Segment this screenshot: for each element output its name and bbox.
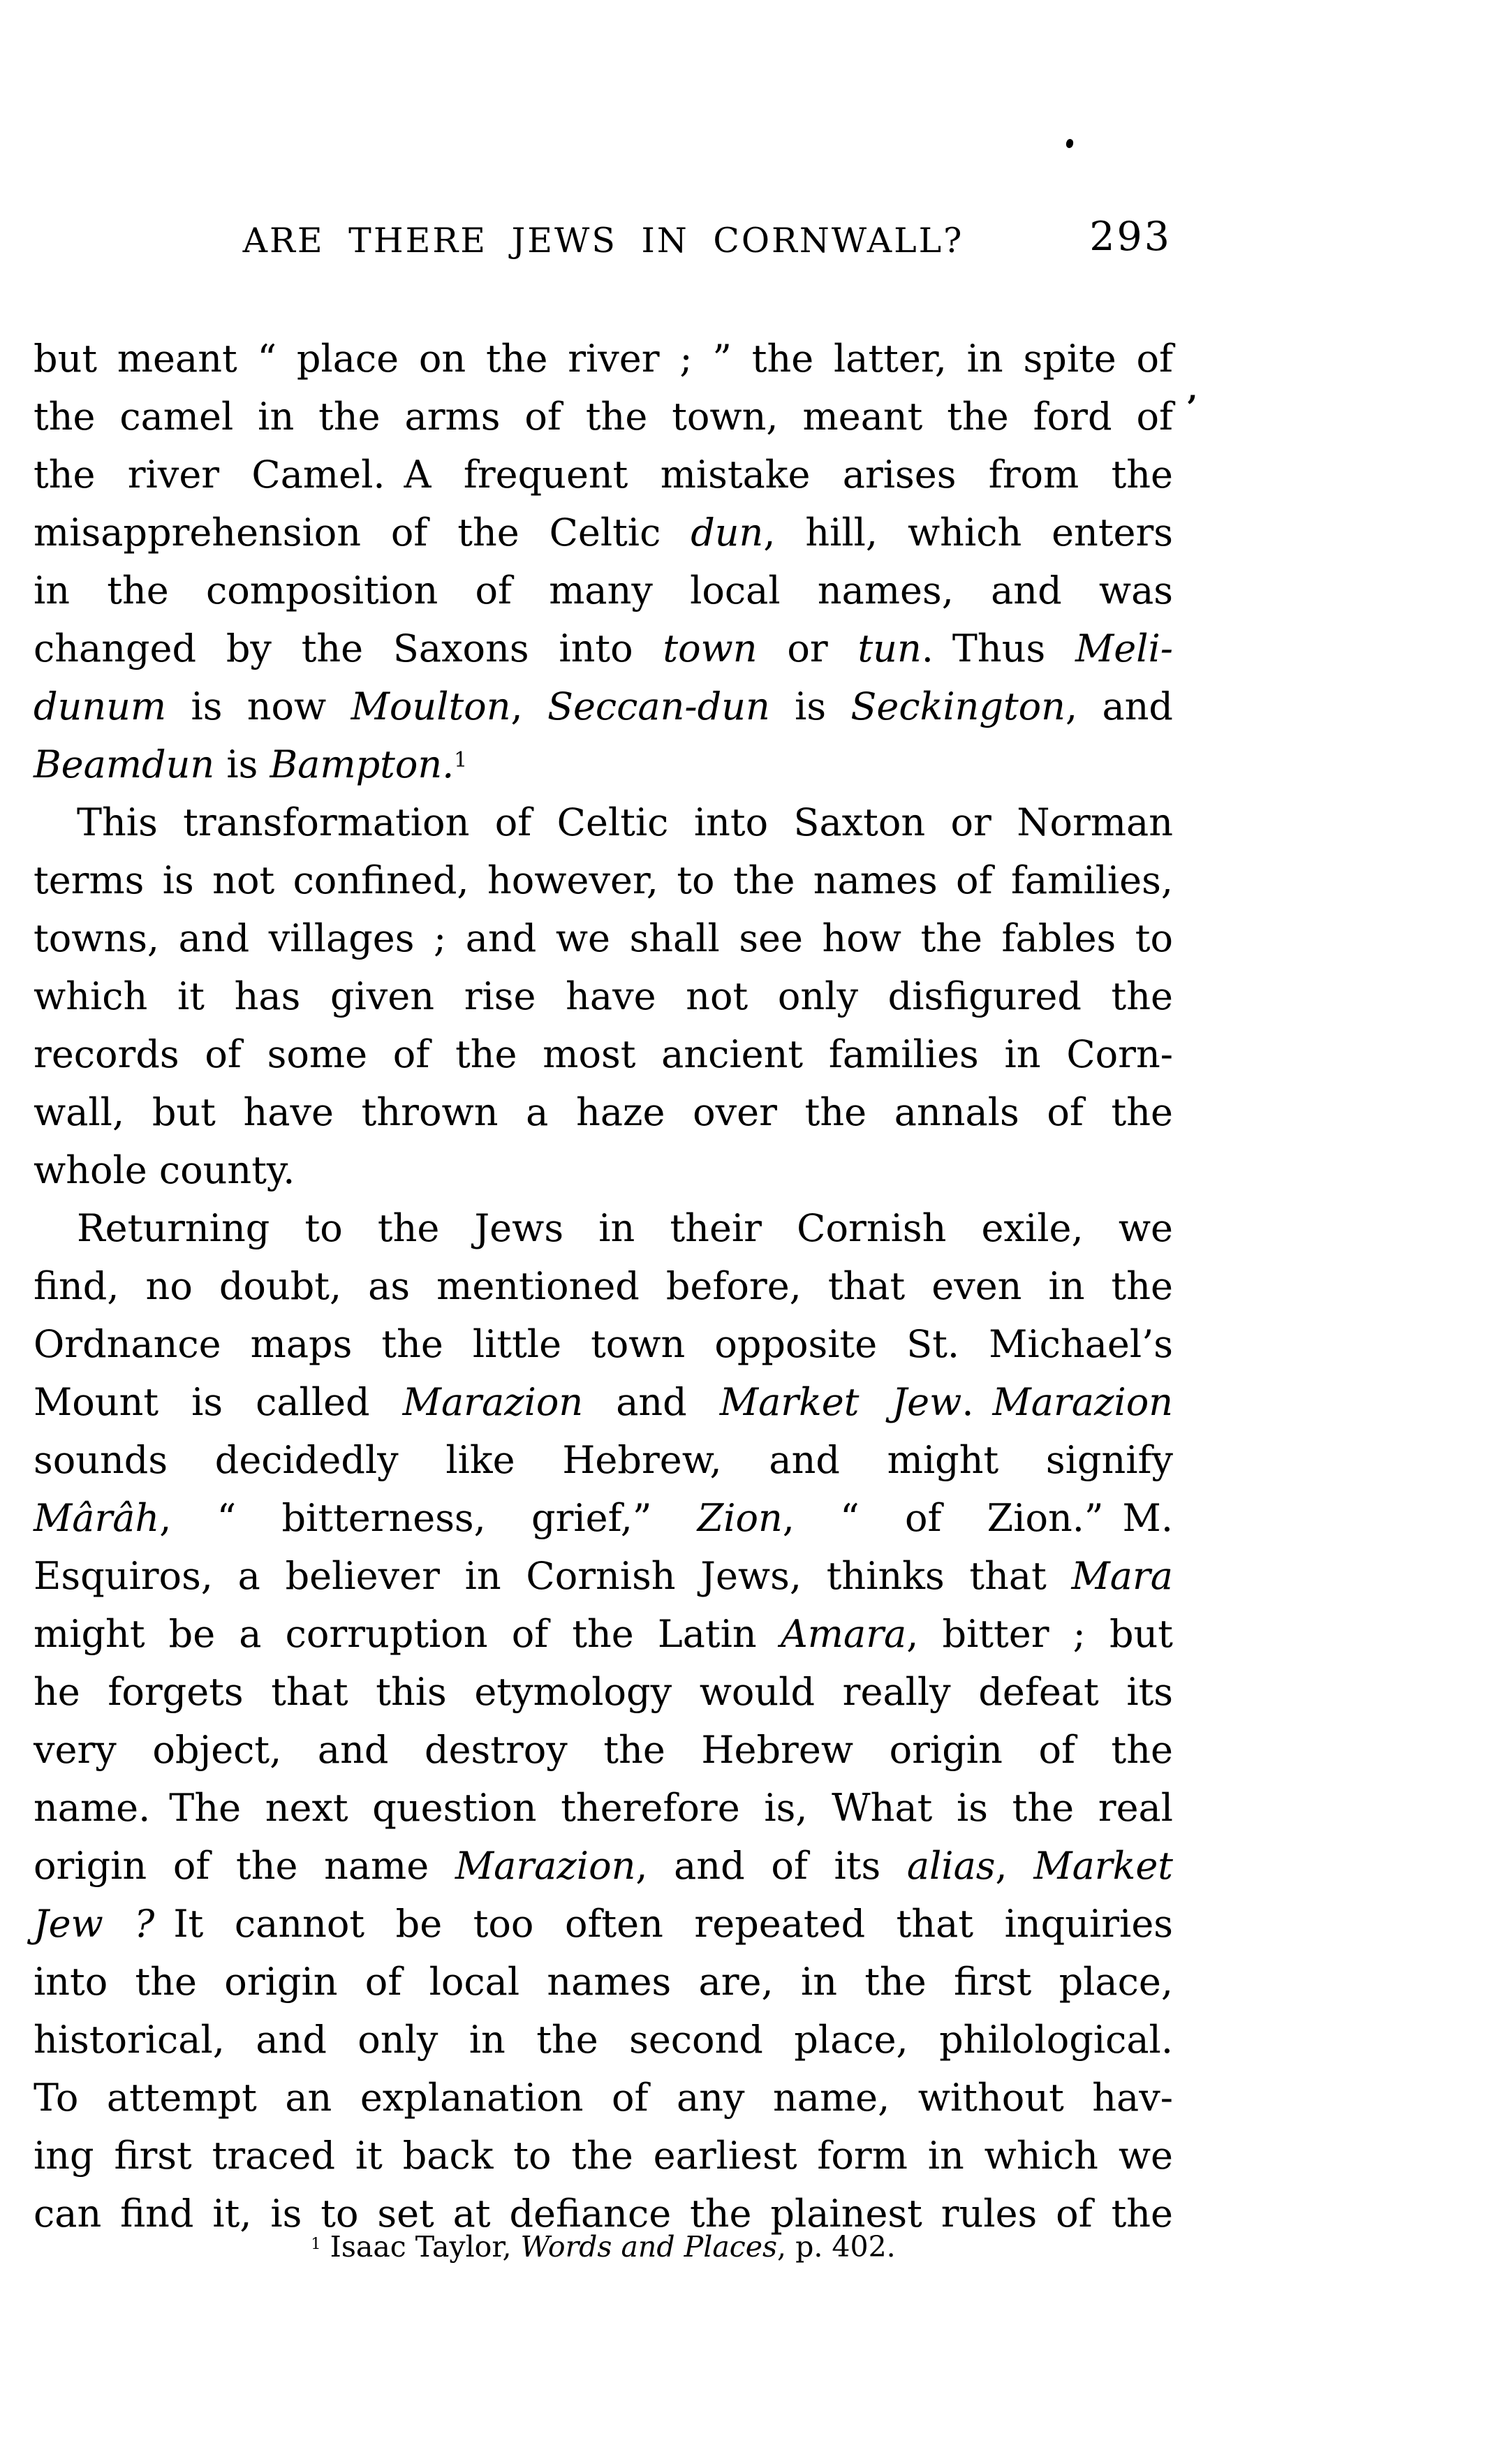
text-segment: tun xyxy=(857,626,922,670)
text-line xyxy=(34,1431,1173,1489)
text-line xyxy=(34,1257,1173,1315)
text-line xyxy=(34,677,1173,735)
text-segment: name. The next question therefore is, What is the real xyxy=(34,1786,1173,1830)
text-segment: whole county. xyxy=(34,1148,295,1192)
text-line xyxy=(34,1025,1173,1083)
text-segment: towns, and villages ; and we shall see how the fables to xyxy=(34,916,1173,960)
text-segment: Marazion xyxy=(455,1844,636,1888)
text-line xyxy=(34,1895,1173,1953)
text-segment: changed by the Saxons into xyxy=(34,626,663,670)
text-line xyxy=(34,1953,1173,2011)
text-segment: , xyxy=(510,684,547,728)
text-line xyxy=(34,330,1173,388)
text-segment: the river Camel. A frequent mistake arises from the xyxy=(34,453,1173,497)
footnote-text xyxy=(311,2230,895,2264)
page-number: 293 xyxy=(1089,214,1172,260)
text-segment: Seckington xyxy=(850,684,1065,728)
text-segment: can find it, is to set at defiance the plainest rules of the xyxy=(34,2192,1173,2236)
text-segment: or xyxy=(757,626,858,670)
text-line xyxy=(34,619,1173,677)
text-segment: alias xyxy=(906,1844,996,1888)
text-line xyxy=(34,1837,1173,1895)
text-segment: , and xyxy=(1065,684,1173,728)
text-segment: origin of the name xyxy=(34,1844,455,1888)
text-segment: into the origin of local names are, in the first place, xyxy=(34,1960,1173,2004)
text-segment: Ordnance maps the little town opposite St. Michael’s xyxy=(34,1322,1173,1366)
text-segment: ing first traced it back to the earliest form in which we xyxy=(34,2134,1173,2178)
text-segment: very object, and destroy the Hebrew origin of the xyxy=(34,1728,1173,1772)
text-segment: Market Jew xyxy=(719,1380,962,1424)
text-segment: and xyxy=(583,1380,720,1424)
text-segment: he forgets that this etymology would really defeat its xyxy=(34,1670,1173,1714)
text-segment: To attempt an explanation of any name, without hav- xyxy=(34,2076,1173,2120)
text-segment: is now xyxy=(166,684,351,728)
text-segment: Jew ? xyxy=(34,1902,155,1946)
text-segment: Isaac Taylor, xyxy=(320,2230,521,2264)
text-line xyxy=(34,504,1173,562)
text-line xyxy=(34,1083,1173,1141)
text-segment: 1 xyxy=(454,748,468,773)
running-head: ARE THERE JEWS IN CORNWALL? xyxy=(242,221,964,261)
text-segment: wall, but have thrown a haze over the annals of the xyxy=(34,1090,1173,1134)
text-line xyxy=(34,1779,1173,1837)
text-segment: but meant “ place on the river ; ” the latter, in spite of xyxy=(34,337,1173,381)
text-segment: . xyxy=(961,1380,993,1424)
text-segment: Words and Places xyxy=(520,2230,778,2264)
text-segment: town xyxy=(663,626,758,670)
text-line xyxy=(34,1141,1173,1199)
text-segment: Mount is called xyxy=(34,1380,403,1424)
page-header xyxy=(34,214,1173,272)
text-line xyxy=(34,967,1173,1025)
text-line xyxy=(34,1663,1173,1721)
text-segment: dun xyxy=(691,511,764,555)
text-line xyxy=(34,2069,1173,2127)
text-line xyxy=(34,388,1173,446)
text-line xyxy=(34,562,1173,619)
text-line xyxy=(34,446,1173,504)
text-line xyxy=(34,2127,1173,2185)
text-segment: Esquiros, a believer in Cornish Jews, thinks that xyxy=(34,1554,1072,1598)
text-segment: Meli- xyxy=(1075,626,1174,670)
text-segment: Marazion xyxy=(992,1380,1174,1424)
text-segment: Seccan-dun xyxy=(547,684,770,728)
text-segment: find, no doubt, as mentioned before, that even in the xyxy=(34,1264,1173,1308)
text-segment: is xyxy=(214,742,270,786)
text-line xyxy=(34,1199,1173,1257)
text-line xyxy=(34,1489,1173,1547)
text-line xyxy=(34,1373,1173,1431)
text-segment: . Thus xyxy=(921,626,1075,670)
text-line xyxy=(34,1605,1173,1663)
text-segment: , p. 402. xyxy=(777,2230,896,2264)
text-segment: , xyxy=(995,1844,1034,1888)
text-segment: , hill, which enters xyxy=(763,511,1173,555)
text-segment: Mara xyxy=(1071,1554,1173,1598)
text-line xyxy=(34,909,1173,967)
text-segment: Moulton xyxy=(351,684,511,728)
text-line xyxy=(34,1315,1173,1373)
text-segment: is xyxy=(769,684,851,728)
text-segment: , “ of Zion.” M. xyxy=(782,1496,1173,1540)
text-segment: Beamdun xyxy=(34,742,215,786)
text-segment: This transformation of Celtic into Saxton or Norman xyxy=(77,800,1173,844)
text-segment: historical, and only in the second place, philological. xyxy=(34,2018,1173,2062)
text-segment: terms is not confined, however, to the names of families, xyxy=(34,858,1173,902)
text-line xyxy=(34,735,1173,793)
text-segment: , “ bitterness, grief,” xyxy=(159,1496,698,1540)
text-segment: Market xyxy=(1033,1844,1173,1888)
text-segment: Bampton. xyxy=(270,742,455,786)
text-segment: in the composition of many local names, and was xyxy=(34,569,1173,613)
text-segment: It cannot be too often repeated that inquiries xyxy=(154,1902,1174,1946)
text-segment: Returning to the Jews in their Cornish exile, we xyxy=(77,1206,1173,1250)
text-line xyxy=(34,2011,1173,2069)
text-segment: , and of its xyxy=(635,1844,907,1888)
text-segment: might be a corruption of the Latin xyxy=(34,1612,781,1656)
text-segment: misapprehension of the Celtic xyxy=(34,511,691,555)
text-line xyxy=(34,793,1173,851)
text-line xyxy=(34,1547,1173,1605)
text-segment: the camel in the arms of the town, meant the ford of xyxy=(34,395,1173,439)
text-line xyxy=(34,1721,1173,1779)
text-line xyxy=(34,851,1173,909)
text-segment: Amara xyxy=(780,1612,907,1656)
text-segment: Marazion xyxy=(402,1380,584,1424)
ink-speck-artifact xyxy=(1065,138,1074,149)
stray-apostrophe-artifact: ’ xyxy=(1186,388,1198,426)
text-segment: sounds decidedly like Hebrew, and might signify xyxy=(34,1438,1173,1482)
text-segment: Zion xyxy=(697,1496,783,1540)
footnote xyxy=(34,2230,1173,2264)
text-segment: , bitter ; but xyxy=(906,1612,1173,1656)
text-segment: which it has given rise have not only disfigured the xyxy=(34,974,1173,1018)
text-segment: records of some of the most ancient families in Corn- xyxy=(34,1032,1173,1076)
body-text xyxy=(34,330,1173,2243)
text-segment: dunum xyxy=(34,684,167,728)
text-segment: 1 xyxy=(311,2234,321,2253)
text-segment: Mârâh xyxy=(34,1496,160,1540)
